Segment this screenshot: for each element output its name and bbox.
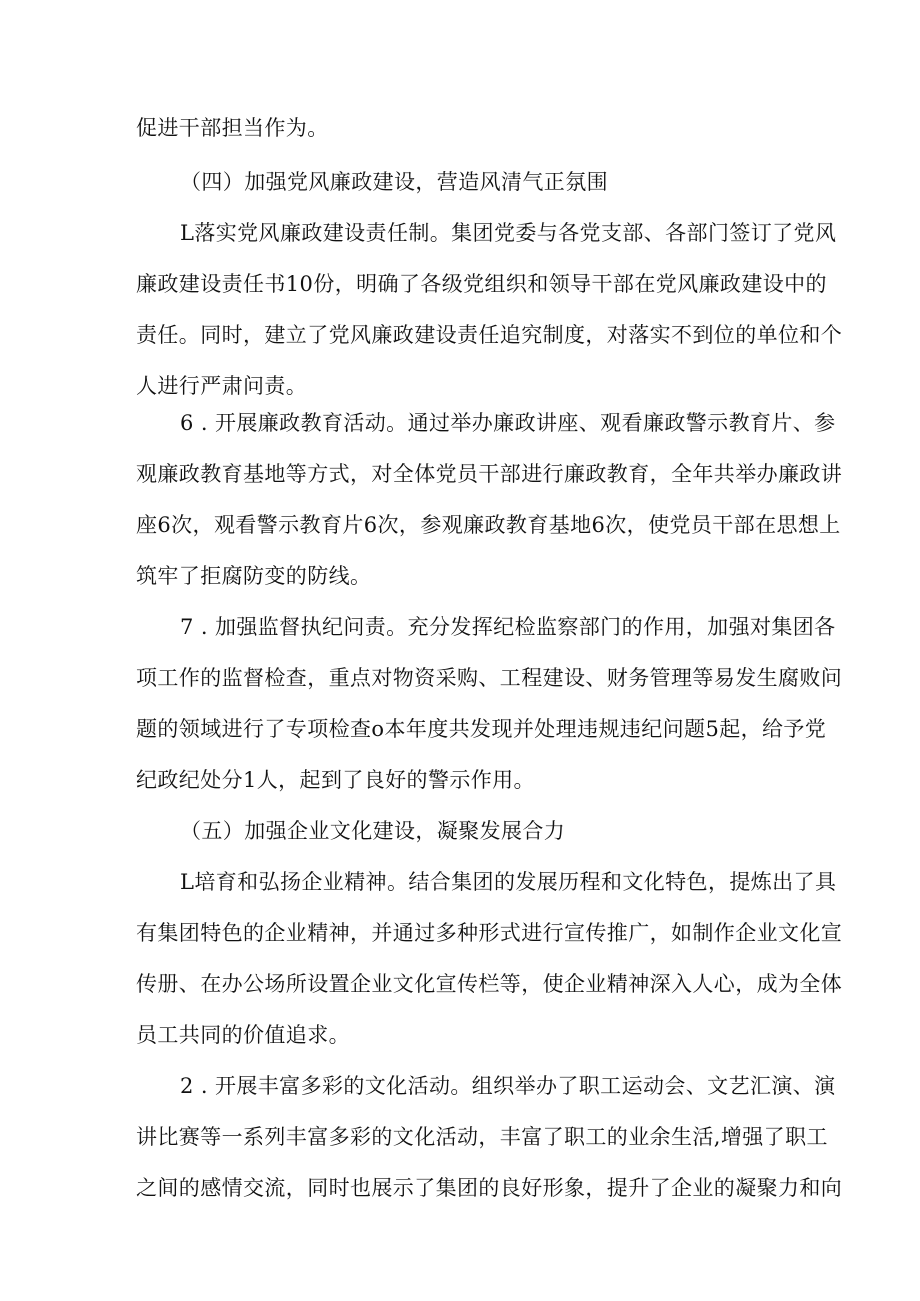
text-line: 之间的感情交流，同时也展示了集团的良好形象，提升了企业的凝聚力和向 <box>136 1176 843 1200</box>
text-line: 促进干部担当作为。 <box>136 116 329 140</box>
text-line: L落实党风廉政建设责任制。集团党委与各党支部、各部门签订了党风 <box>180 221 837 245</box>
section-heading-5: （五）加强企业文化建设，凝聚发展合力 <box>180 819 566 843</box>
text-line: 项工作的监督检查，重点对物资采购、工程建设、财务管理等易发生腐败问 <box>136 666 843 690</box>
text-line: 7 . 加强监督执纪问责。充分发挥纪检监察部门的作用，加强对集团各 <box>180 615 836 639</box>
text-line: L培育和弘扬企业精神。结合集团的发展历程和文化特色，提炼出了具 <box>180 870 837 894</box>
text-line: 6 . 开展廉政教育活动。通过举办廉政讲座、观看廉政警示教育片、参 <box>180 411 836 435</box>
text-line: 有集团特色的企业精神，并通过多种形式进行宣传推广，如制作企业文化宣 <box>136 921 843 945</box>
text-line: 观廉政教育基地等方式，对全体党员干部进行廉政教育，全年共举办廉政讲 <box>136 462 843 486</box>
text-line: 题的领域进行了专项检查o本年度共发现并处理违规违纪问题5起，给予党 <box>136 717 827 741</box>
text-line: 讲比赛等一系列丰富多彩的文化活动，丰富了职工的业余生活,增强了职工 <box>136 1125 828 1149</box>
text-line: 人进行严肃问责。 <box>136 374 308 398</box>
text-line: 责任。同时，建立了党风廉政建设责任追究制度，对落实不到位的单位和个 <box>136 323 843 347</box>
text-line: 员工共同的价值追求。 <box>136 1023 350 1047</box>
text-line: 传册、在办公场所设置企业文化宣传栏等，使企业精神深入人心，成为全体 <box>136 972 843 996</box>
text-line: 筑牢了拒腐防变的防线。 <box>136 564 372 588</box>
text-line: 2 . 开展丰富多彩的文化活动。组织举办了职工运动会、文艺汇演、演 <box>180 1074 836 1098</box>
text-line: 纪政纪处分1人，起到了良好的警示作用。 <box>136 768 535 792</box>
text-line: 座6次，观看警示教育片6次，参观廉政教育基地6次，使党员干部在思想上 <box>136 513 841 537</box>
section-heading-4: （四）加强党风廉政建设，营造风清气正氛围 <box>180 170 608 194</box>
text-line: 廉政建设责任书10份，明确了各级党组织和领导干部在党风廉政建设中的 <box>136 272 827 296</box>
